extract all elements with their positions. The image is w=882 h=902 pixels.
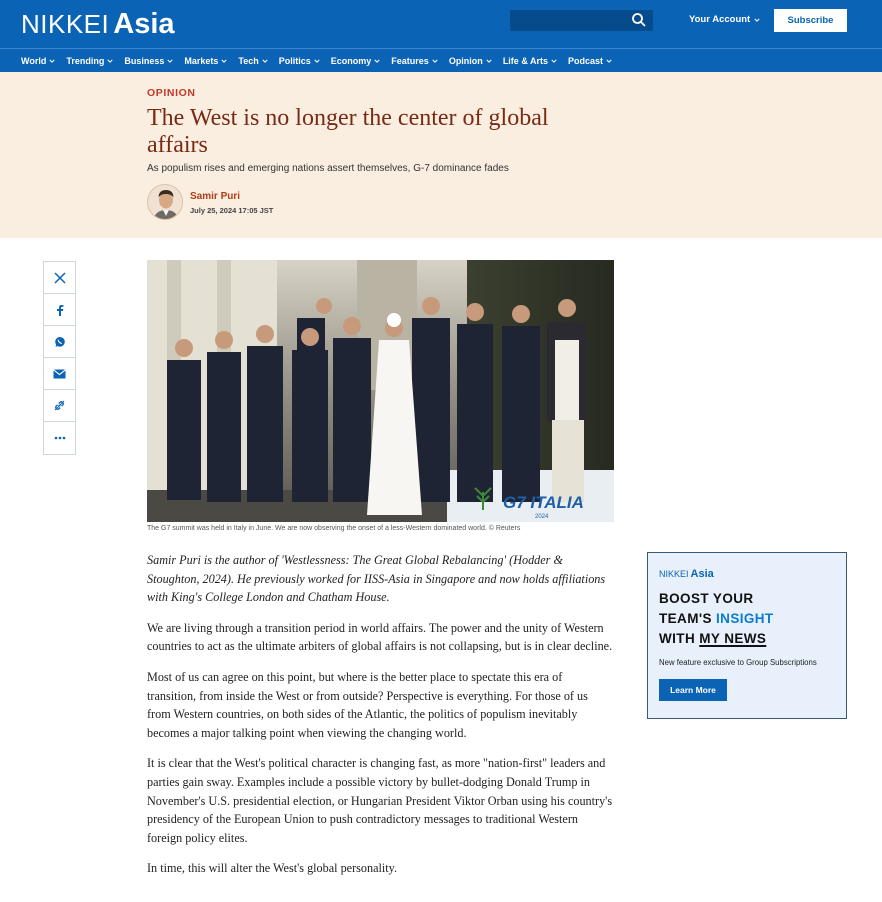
email-icon — [53, 369, 66, 379]
account-menu[interactable] — [689, 14, 760, 25]
more-icon — [54, 436, 66, 440]
nav-item-features[interactable] — [391, 56, 438, 66]
logo-asia-text: Asia — [113, 8, 175, 40]
section-label[interactable]: OPINION — [147, 87, 196, 99]
subscription-ad[interactable] — [647, 552, 847, 719]
nav-item-label: Politics — [278, 55, 311, 66]
share-facebook-button[interactable] — [44, 294, 75, 326]
nav-item-opinion[interactable] — [449, 56, 492, 66]
main-nav — [0, 48, 882, 72]
g7-leaders-photo — [147, 260, 614, 522]
logo-nikkei-text: NIKKEI — [21, 9, 110, 39]
g7-banner-text: G7 ITALIA — [503, 493, 584, 512]
article-header — [0, 72, 882, 238]
nav-item-label: Trending — [66, 55, 105, 66]
learn-more-button[interactable]: Learn More — [659, 679, 727, 701]
ad-headline-line3b: MY NEWS — [699, 631, 767, 646]
ad-headline-line1: BOOST YOUR — [659, 591, 754, 606]
article-paragraph: It is clear that the West's political character is changing fast, as more "nation-first" leaders and parties gain sway. Examples include a possible victory by bullet-dodging Donald Trump in November's U.S. presidential election, or Hungarian President Viktor Orban using his country's presidency of the European Union to push contradictory messages to traditional Western foreign policy elites. — [147, 756, 613, 845]
chevron-down-icon — [167, 58, 173, 64]
search-icon[interactable] — [631, 12, 647, 28]
chevron-down-icon — [49, 58, 55, 64]
nav-item-podcast[interactable] — [568, 56, 612, 66]
nav-item-world[interactable] — [21, 56, 55, 66]
nav-item-label: Business — [124, 55, 165, 66]
ad-logo-nikkei-text: NIKKEI — [659, 569, 689, 579]
nav-item-label: Opinion — [448, 55, 483, 66]
ad-logo-asia-text: Asia — [690, 568, 714, 580]
chevron-down-icon — [107, 58, 113, 64]
nav-item-label: World — [21, 55, 47, 66]
hero-photo — [147, 260, 614, 522]
chevron-down-icon — [754, 17, 760, 23]
nav-item-label: Podcast — [567, 55, 603, 66]
nav-item-politics[interactable] — [279, 56, 320, 66]
share-x-button[interactable] — [44, 262, 75, 294]
facebook-icon — [55, 304, 65, 316]
author-name[interactable]: Samir Puri — [190, 191, 241, 202]
article-paragraph: In time, this will alter the West's global personality. — [147, 861, 397, 876]
nav-item-label: Markets — [184, 55, 219, 66]
share-rail — [43, 261, 76, 455]
x-icon — [54, 272, 66, 284]
account-label: Your Account — [689, 14, 751, 25]
chevron-down-icon — [486, 58, 492, 64]
ad-headline — [659, 589, 774, 649]
chevron-down-icon — [262, 58, 268, 64]
photo-caption: The G7 summit was held in Italy in June. We are now observing the onset of a less-Western dominated world. © Reuters — [147, 525, 521, 532]
author-portrait-icon — [148, 185, 183, 220]
nav-item-trending[interactable] — [66, 56, 113, 66]
nav-item-label: Life & Arts — [502, 55, 548, 66]
chevron-down-icon — [551, 58, 557, 64]
chevron-down-icon — [432, 58, 438, 64]
ad-headline-line2a: TEAM'S — [659, 611, 717, 626]
nav-item-label: Features — [391, 55, 429, 66]
nav-item-tech[interactable] — [238, 56, 267, 66]
chevron-down-icon — [374, 58, 380, 64]
article-paragraph: Most of us can agree on this point, but where is the better place to spectate this era of transition, from inside the West or from outside? Perspective is everything. For those of us from Western countries, on both sides of the Atlantic, the politics of populism inevitably becomes a major talking point when viewing the changing world. — [147, 669, 588, 740]
chevron-down-icon — [221, 58, 227, 64]
nav-item-label: Tech — [238, 55, 259, 66]
nav-item-business[interactable] — [124, 56, 173, 66]
article-title: The West is no longer the center of global affairs — [147, 105, 549, 158]
nikkei-asia-logo[interactable] — [21, 8, 175, 41]
ad-headline-line3a: WITH — [659, 631, 700, 646]
ad-headline-line2b: INSIGHT — [716, 611, 774, 626]
share-email-button[interactable] — [44, 358, 75, 390]
author-bio: Samir Puri is the author of 'Westlessness: The Great Global Rebalancing' (Hodder & Stoughton, 2024). He previously worked for IISS-Asia in Singapore and now holds affiliations with King's College London and Chatham House. — [147, 553, 606, 605]
ad-nikkei-asia-logo — [659, 568, 714, 580]
nav-item-life-arts[interactable] — [503, 56, 557, 66]
g7-banner-year: 2024 — [535, 514, 549, 520]
share-link-button[interactable] — [44, 390, 75, 422]
share-more-button[interactable] — [44, 422, 75, 454]
nav-item-label: Economy — [330, 55, 372, 66]
nav-item-economy[interactable] — [331, 56, 381, 66]
whatsapp-icon — [54, 336, 66, 348]
article-paragraph: We are living through a transition period in world affairs. The power and the unity of Western countries to act as the ultimate arbiters of global affairs is not collapsing, but is in clear decline. — [147, 620, 613, 654]
share-whatsapp-button[interactable] — [44, 326, 75, 358]
author-avatar[interactable] — [147, 184, 183, 220]
ad-description: New feature exclusive to Group Subscriptions — [659, 658, 817, 667]
link-icon — [53, 399, 66, 412]
article-subtitle: As populism rises and emerging nations assert themselves, G-7 dominance fades — [147, 163, 509, 174]
chevron-down-icon — [314, 58, 320, 64]
nav-item-markets[interactable] — [184, 56, 227, 66]
chevron-down-icon — [606, 58, 612, 64]
publish-date: July 25, 2024 17:05 JST — [190, 206, 274, 215]
subscribe-button[interactable]: Subscribe — [774, 9, 847, 32]
top-bar — [0, 0, 882, 48]
search-input[interactable] — [510, 10, 653, 31]
article-body — [147, 551, 613, 890]
